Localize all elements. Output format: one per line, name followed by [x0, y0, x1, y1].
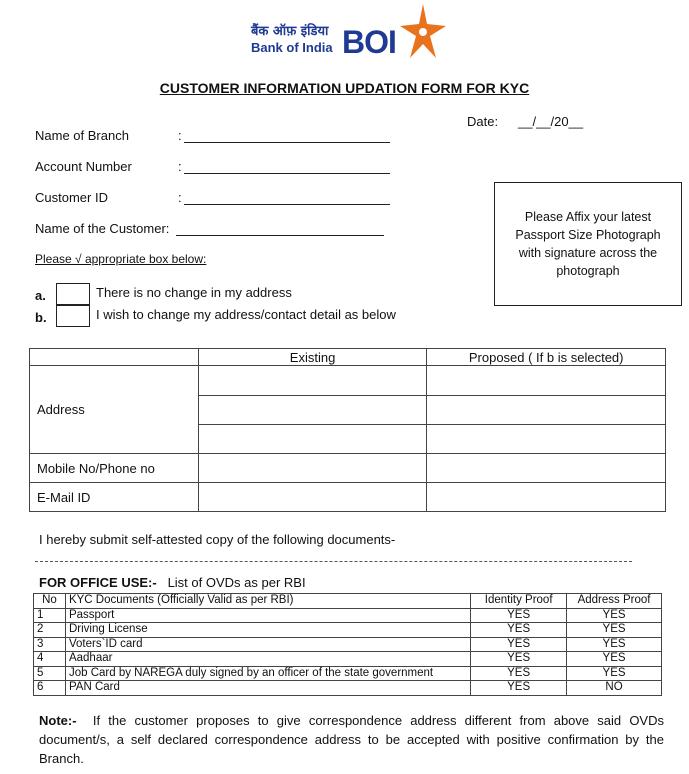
- photo-box: [494, 182, 682, 306]
- ovd-address: YES: [567, 666, 662, 681]
- ovd-address: YES: [567, 637, 662, 652]
- ovd-document: Voters`ID card: [65, 637, 470, 652]
- date-field[interactable]: __/__/20__: [518, 114, 584, 129]
- ovd-no: 2: [34, 623, 66, 638]
- ovd-no: 3: [34, 637, 66, 652]
- proposed-address-line-1[interactable]: [427, 366, 666, 396]
- ovd-header-document: KYC Documents (Officially Valid as per RBI): [65, 594, 470, 609]
- ovd-table-header: [34, 594, 662, 609]
- submit-text: I hereby submit self-attested copy of the following documents-: [39, 532, 396, 547]
- account-number-field[interactable]: [184, 173, 390, 174]
- ovd-identity: YES: [471, 666, 567, 681]
- email-label: E-Mail ID: [30, 483, 199, 512]
- photo-box-text: Please Affix your latest Passport Size Photograph with signature across the photograph: [515, 210, 661, 278]
- table-row: [34, 666, 662, 681]
- ovd-no: 4: [34, 652, 66, 667]
- ovd-document: Aadhaar: [65, 652, 470, 667]
- account-number-label: Account Number: [35, 159, 132, 174]
- customer-id-label: Customer ID: [35, 190, 108, 205]
- table-row: [34, 608, 662, 623]
- ovd-address: YES: [567, 652, 662, 667]
- ovd-no: 1: [34, 608, 66, 623]
- note-label: Note:-: [39, 713, 77, 728]
- customer-id-field[interactable]: [184, 204, 390, 205]
- customer-name-field[interactable]: [176, 235, 384, 236]
- bank-name-hindi: बैंक ऑफ़ इंडिया: [251, 24, 329, 39]
- ovd-address: YES: [567, 623, 662, 638]
- table-row: [34, 623, 662, 638]
- ovd-document: Driving License: [65, 623, 470, 638]
- note-paragraph: [39, 711, 664, 768]
- option-a-checkbox[interactable]: [56, 283, 90, 305]
- office-use-heading: [39, 575, 306, 590]
- proposed-header: Proposed ( If b is selected): [427, 349, 666, 366]
- mobile-label: Mobile No/Phone no: [30, 454, 199, 483]
- instruction-text: Please √ appropriate box below:: [35, 252, 207, 266]
- note-text: If the customer proposes to give correspondence address different from above said OVDs document/s, a self declared correspondence address to be accepted with positive confirmation by the Branch.: [39, 713, 664, 766]
- ovd-address: YES: [567, 608, 662, 623]
- table-row: [34, 637, 662, 652]
- form-title: CUSTOMER INFORMATION UPDATION FORM FOR KYC: [159, 80, 530, 96]
- table-row: [34, 681, 662, 696]
- option-b-checkbox[interactable]: [56, 305, 90, 327]
- address-table-header-blank: [30, 349, 199, 366]
- option-b-letter: b.: [35, 310, 47, 325]
- address-label: Address: [30, 366, 199, 454]
- branch-name-label: Name of Branch: [35, 128, 129, 143]
- existing-address-line-3[interactable]: [198, 425, 427, 454]
- customer-id-colon: :: [178, 190, 182, 205]
- option-a-letter: a.: [35, 288, 46, 303]
- dashed-separator: [35, 561, 632, 562]
- customer-name-label: Name of the Customer:: [35, 221, 170, 236]
- ovd-document: Job Card by NAREGA duly signed by an officer of the state government: [65, 666, 470, 681]
- account-number-colon: :: [178, 159, 182, 174]
- address-table: [29, 348, 666, 512]
- ovd-table: [33, 593, 662, 696]
- table-row: [34, 652, 662, 667]
- ovd-no: 6: [34, 681, 66, 696]
- bank-logo-text: BOI: [342, 24, 396, 60]
- proposed-address-line-2[interactable]: [427, 396, 666, 425]
- existing-email[interactable]: [198, 483, 427, 512]
- existing-address-line-1[interactable]: [198, 366, 427, 396]
- ovd-identity: YES: [471, 652, 567, 667]
- star-logo-icon: [398, 2, 448, 60]
- proposed-address-line-3[interactable]: [427, 425, 666, 454]
- branch-name-field[interactable]: [184, 142, 390, 143]
- ovd-document: Passport: [65, 608, 470, 623]
- proposed-email[interactable]: [427, 483, 666, 512]
- address-table-header: [30, 349, 666, 366]
- ovd-header-no: No: [34, 594, 66, 609]
- ovd-identity: YES: [471, 681, 567, 696]
- ovd-identity: YES: [471, 637, 567, 652]
- bank-name-english: Bank of India: [251, 40, 333, 55]
- ovd-identity: YES: [471, 608, 567, 623]
- branch-name-colon: :: [178, 128, 182, 143]
- option-a-text: There is no change in my address: [96, 285, 292, 300]
- existing-header: Existing: [198, 349, 427, 366]
- office-use-title: FOR OFFICE USE:-: [39, 575, 157, 590]
- ovd-address: NO: [567, 681, 662, 696]
- date-label: Date:: [467, 114, 499, 129]
- ovd-header-address: Address Proof: [567, 594, 662, 609]
- existing-address-line-2[interactable]: [198, 396, 427, 425]
- existing-mobile[interactable]: [198, 454, 427, 483]
- ovd-identity: YES: [471, 623, 567, 638]
- proposed-mobile[interactable]: [427, 454, 666, 483]
- ovd-no: 5: [34, 666, 66, 681]
- ovd-header-identity: Identity Proof: [471, 594, 567, 609]
- ovd-document: PAN Card: [65, 681, 470, 696]
- office-use-subtitle: List of OVDs as per RBI: [167, 575, 306, 590]
- option-b-text: I wish to change my address/contact detail as below: [96, 307, 396, 322]
